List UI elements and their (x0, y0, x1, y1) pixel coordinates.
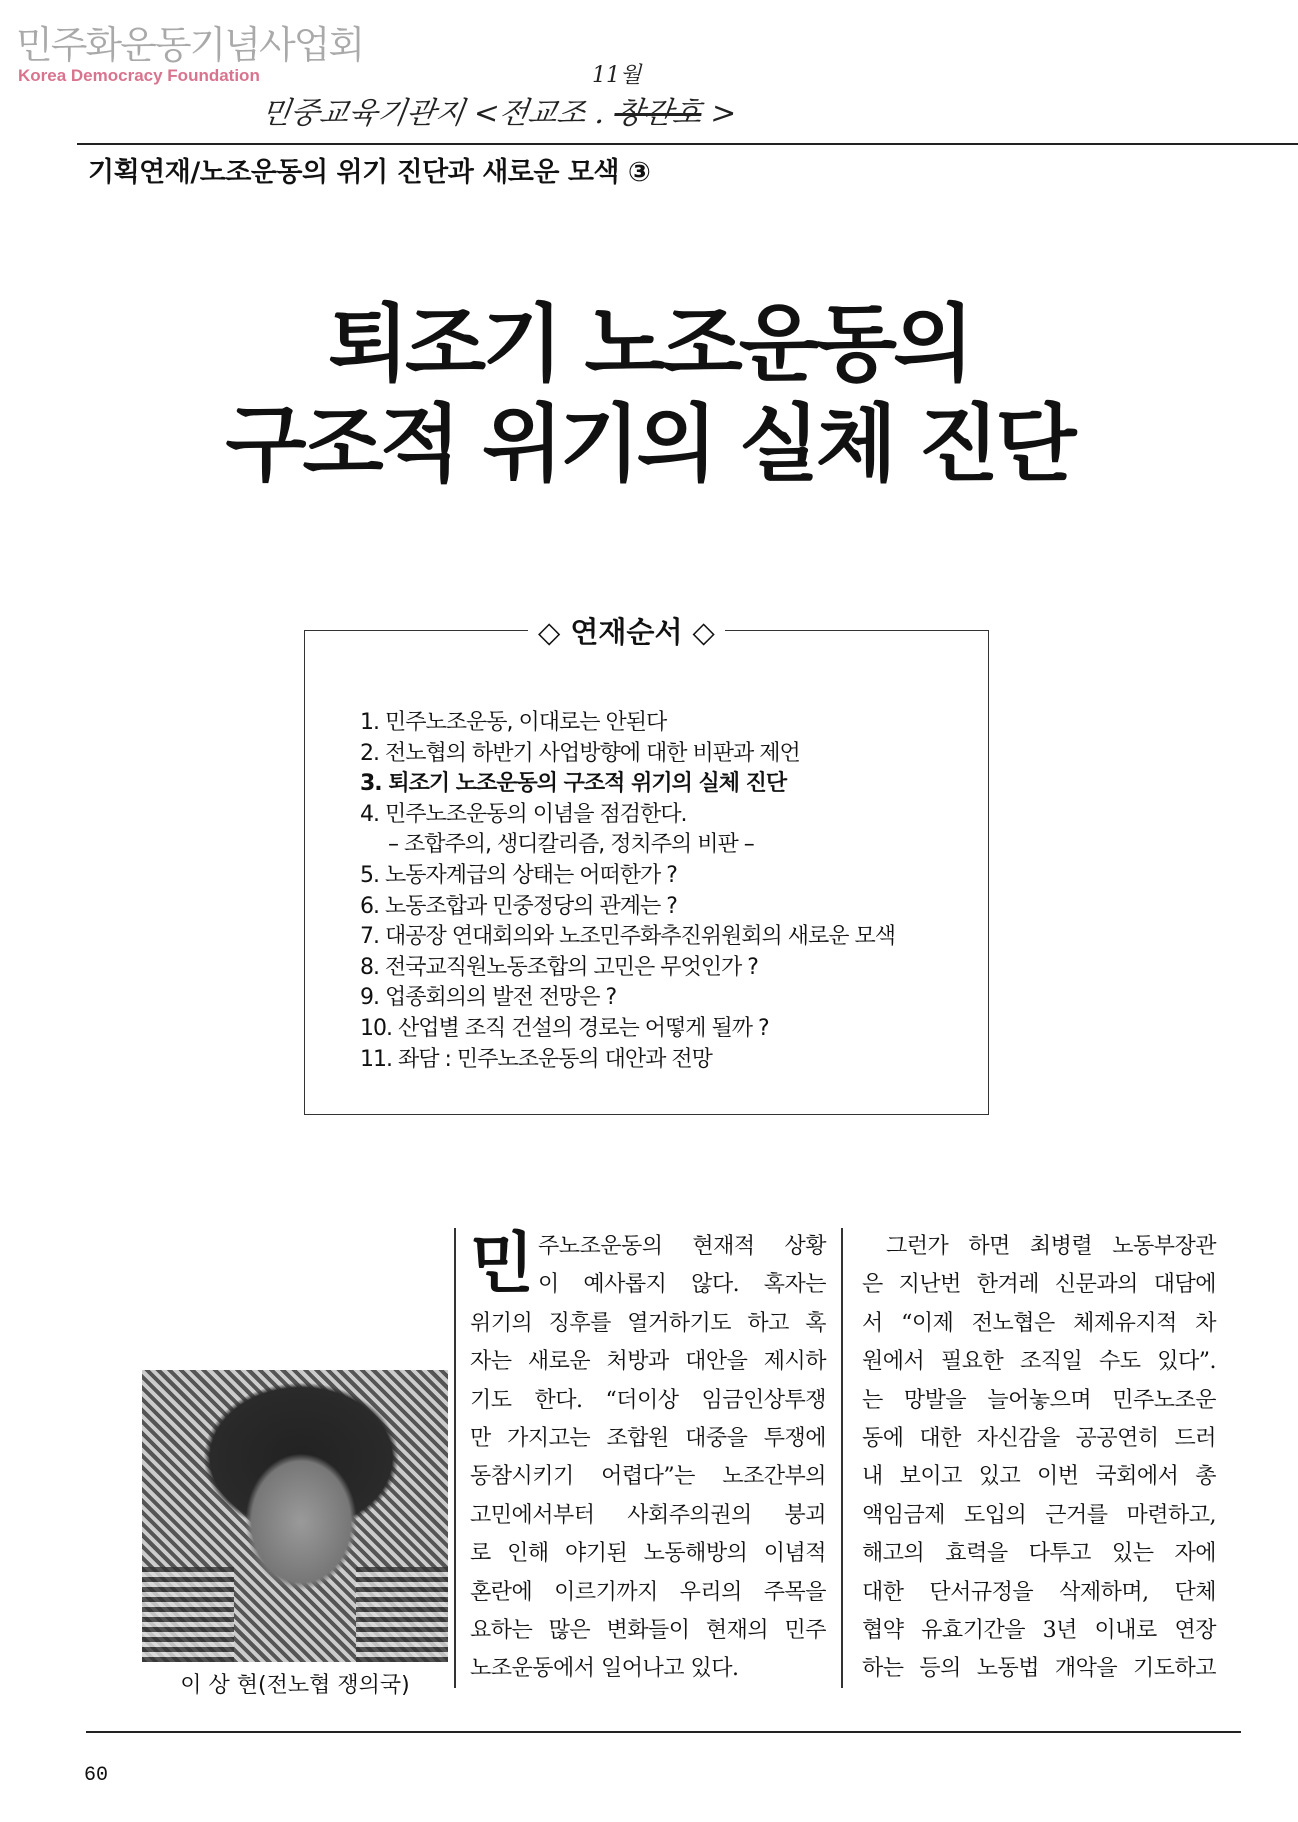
column-rule-left (454, 1228, 456, 1688)
body-line: 협약 유효기간을 3년 이내로 연장 (862, 1617, 1216, 1643)
watermark-korean: 민주화운동기념사업회 (16, 23, 364, 67)
author-photo (142, 1370, 448, 1662)
column-rule-middle (841, 1228, 843, 1688)
body-column-2 (862, 1228, 1216, 1689)
body-line: 이 예사롭지 않다. 혹자는 (538, 1272, 826, 1298)
list-item: 11. 좌담 : 민주노조운동의 대안과 전망 (360, 1046, 712, 1072)
photo-shirt (142, 1567, 448, 1662)
list-item: 1. 민주노조운동, 이대로는 안된다 (360, 710, 667, 735)
top-rule (77, 143, 1298, 145)
title-line-2: 구조적 위기의 실체 진단 (225, 395, 1073, 493)
list-item-current: 3. 퇴조기 노조운동의 구조적 위기의 실체 진단 (360, 771, 787, 797)
list-item: 9. 업종회의의 발전 전망은 ? (360, 985, 617, 1011)
list-item: 5. 노동자계급의 상태는 어떠한가 ? (360, 862, 677, 888)
body-line: 만 가지고는 조합원 대중을 투쟁에 (470, 1425, 826, 1451)
watermark-english: Korea Democracy Foundation (18, 66, 260, 85)
body-line: 동참시키기 어렵다”는 노조간부의 (470, 1464, 826, 1490)
body-line: 주노조운동의 현재적 상황 (538, 1234, 826, 1259)
body-line: 액임금제 도입의 근거를 마련하고, (862, 1502, 1216, 1528)
drop-cap: 민 (470, 1224, 534, 1302)
handwritten-close: > (708, 96, 739, 131)
body-line: 해고의 효력을 다투고 있는 자에 (862, 1541, 1216, 1567)
body-line: 는 망발을 늘어놓으며 민주노조운 (862, 1387, 1216, 1413)
list-item: 4. 민주노조운동의 이념을 점검한다. (360, 801, 687, 827)
body-line: 자는 새로운 처방과 대안을 제시하 (470, 1349, 826, 1375)
body-line: 내 보이고 있고 이번 국회에서 총 (862, 1464, 1216, 1490)
list-item: 10. 산업별 조직 건설의 경로는 어떻게 될까 ? (360, 1015, 769, 1041)
list-item: 8. 전국교직원노동조합의 고민은 무엇인가 ? (360, 954, 758, 980)
series-order-list (360, 708, 895, 1075)
body-line: 로 인해 야기된 노동해방의 이념적 (470, 1541, 826, 1567)
series-order-heading: ◇ 연재순서 ◇ (528, 610, 725, 651)
body-line: 기도 한다. “더이상 임금인상투쟁 (470, 1387, 826, 1413)
bottom-rule (86, 1731, 1241, 1733)
body-line: 은 지난번 한겨레 신문과의 대담에 (862, 1272, 1216, 1298)
page-number: 60 (84, 1764, 109, 1787)
handwritten-superscript: 11월 (592, 63, 642, 88)
body-line: 그런가 하면 최병렬 노동부장관 (886, 1234, 1216, 1259)
title-line-1: 퇴조기 노조운동의 (327, 295, 971, 393)
body-line: 대한 단서규정을 삭제하며, 단체 (862, 1579, 1216, 1605)
handwritten-struck: 창간호 (612, 96, 705, 131)
list-item: 6. 노동조합과 민중정당의 관계는 ? (360, 893, 677, 919)
list-item-subtitle: – 조합주의, 생디칼리즘, 정치주의 비판 – (388, 832, 754, 858)
body-line: 동에 대한 자신감을 공공연히 드러 (862, 1425, 1216, 1451)
body-line: 고민에서부터 사회주의권의 붕괴 (470, 1502, 826, 1528)
body-line: 서 “이제 전노협은 체제유지적 차 (862, 1310, 1216, 1336)
body-line: 혼란에 이르기까지 우리의 주목을 (470, 1579, 826, 1605)
body-line: 위기의 징후를 열거하기도 하고 혹 (470, 1310, 826, 1336)
list-item: 7. 대공장 연대회의와 노조민주화추진위원회의 새로운 모색 (360, 924, 896, 950)
handwritten-note (259, 88, 740, 132)
author-caption: 이 상 현(전노협 쟁의국) (180, 1673, 410, 1698)
body-line: 원에서 필요한 조직일 수도 있다”. (862, 1349, 1216, 1375)
list-item: 2. 전노협의 하반기 사업방향에 대한 비판과 제언 (360, 740, 800, 766)
body-line: 하는 등의 노동법 개악을 기도하고 (862, 1656, 1216, 1682)
series-subtitle: 기획연재/노조운동의 위기 진단과 새로운 모색 ③ (88, 157, 651, 188)
body-line: 노조운동에서 일어나고 있다. (470, 1656, 739, 1682)
handwritten-main: 민중교육기관지 <전교조 . (259, 96, 608, 131)
body-line: 요하는 많은 변화들이 현재의 민주 (470, 1617, 826, 1643)
body-column-1 (470, 1224, 826, 1689)
